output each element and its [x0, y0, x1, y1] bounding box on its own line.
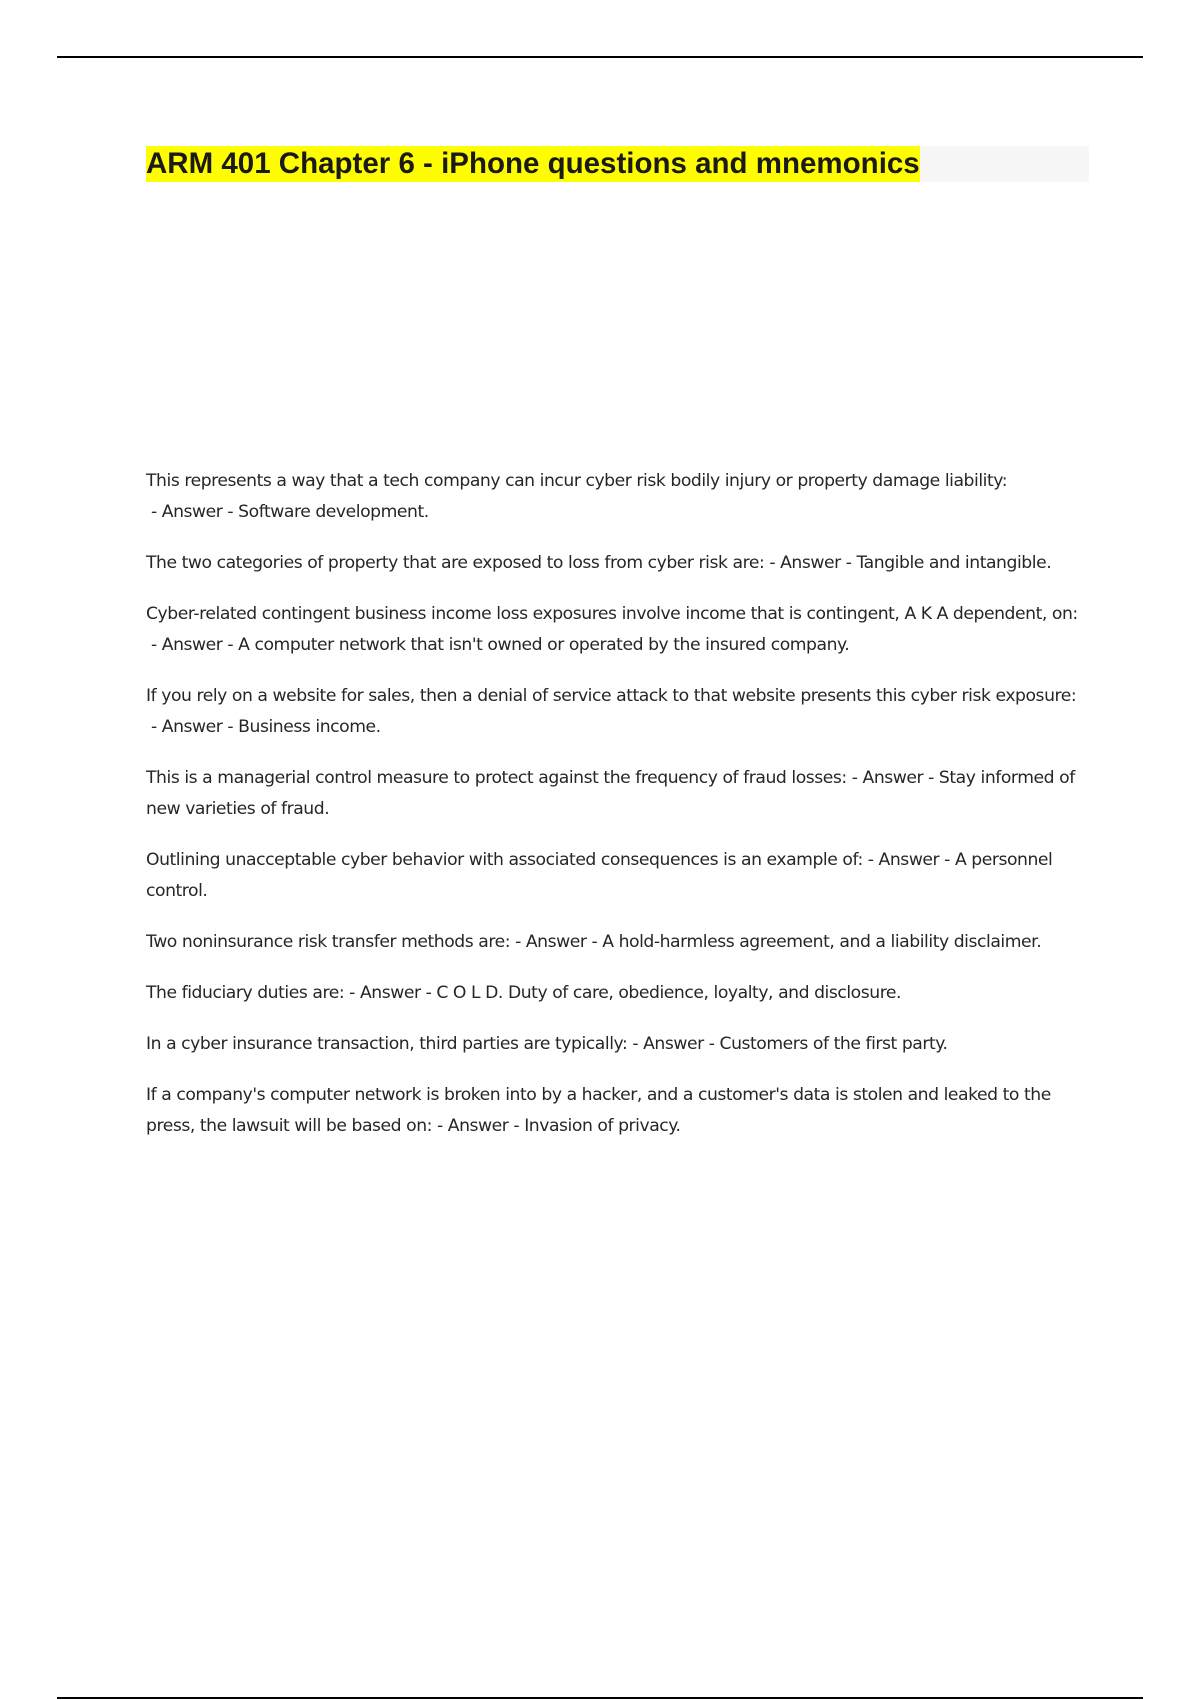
title-bar — [146, 146, 1089, 182]
answer-separator: - Answer - — [432, 1116, 525, 1136]
answer-text: Software development. — [238, 502, 429, 522]
question-text: Outlining unacceptable cyber behavior with associated consequences is an example of: — [146, 850, 863, 870]
answer-separator: - Answer - — [764, 553, 857, 573]
qa-item — [146, 599, 1094, 661]
answer-separator: - Answer - — [846, 768, 939, 788]
answer-separator: - Answer - — [862, 850, 955, 870]
answer-separator: - Answer - — [146, 502, 239, 522]
question-text: The two categories of property that are exposed to loss from cyber risk are: — [146, 553, 765, 573]
question-text: This is a managerial control measure to protect against the frequency of fraud losses: — [146, 768, 847, 788]
question-text: If a company's computer network is broken into by a hacker, and a customer's data is stolen and leaked to the press, the lawsuit will be based on: — [146, 1085, 1051, 1136]
answer-text: A personnel control. — [146, 850, 1053, 901]
qa-list — [146, 466, 1094, 1162]
answer-text: A hold-harmless agreement, and a liability disclaimer. — [602, 932, 1042, 952]
answer-text: Invasion of privacy. — [524, 1116, 681, 1136]
question-text: This represents a way that a tech company can incur cyber risk bodily injury or property damage liability: — [146, 471, 1008, 491]
qa-item — [146, 845, 1094, 907]
qa-item — [146, 927, 1094, 958]
answer-text: Tangible and intangible. — [856, 553, 1052, 573]
answer-text: Business income. — [238, 717, 381, 737]
qa-item — [146, 978, 1094, 1009]
answer-separator: - Answer - — [510, 932, 603, 952]
document-title: ARM 401 Chapter 6 - iPhone questions and mnemonics — [146, 147, 920, 180]
qa-item — [146, 763, 1094, 825]
question-text: The fiduciary duties are: — [146, 983, 345, 1003]
answer-separator: - Answer - — [627, 1034, 720, 1054]
qa-item — [146, 1080, 1094, 1142]
answer-text: C O L D. Duty of care, obedience, loyalty, and disclosure. — [436, 983, 902, 1003]
top-divider — [57, 56, 1143, 58]
answer-text: A computer network that isn't owned or operated by the insured company. — [238, 635, 850, 655]
answer-text: Customers of the first party. — [719, 1034, 948, 1054]
question-text: Two noninsurance risk transfer methods are: — [146, 932, 511, 952]
qa-item — [146, 1029, 1094, 1060]
answer-separator: - Answer - — [344, 983, 437, 1003]
question-text: Cyber-related contingent business income loss exposures involve income that is contingent, A K A dependent, on: — [146, 604, 1078, 624]
qa-item — [146, 681, 1094, 743]
qa-item — [146, 548, 1094, 579]
answer-separator: - Answer - — [146, 635, 239, 655]
answer-separator: - Answer - — [146, 717, 239, 737]
question-text: In a cyber insurance transaction, third parties are typically: — [146, 1034, 628, 1054]
answer-text: Stay informed of new varieties of fraud. — [146, 768, 1075, 819]
question-text: If you rely on a website for sales, then a denial of service attack to that website presents this cyber risk exposure: — [146, 686, 1077, 706]
qa-item — [146, 466, 1094, 528]
bottom-divider — [57, 1697, 1143, 1699]
